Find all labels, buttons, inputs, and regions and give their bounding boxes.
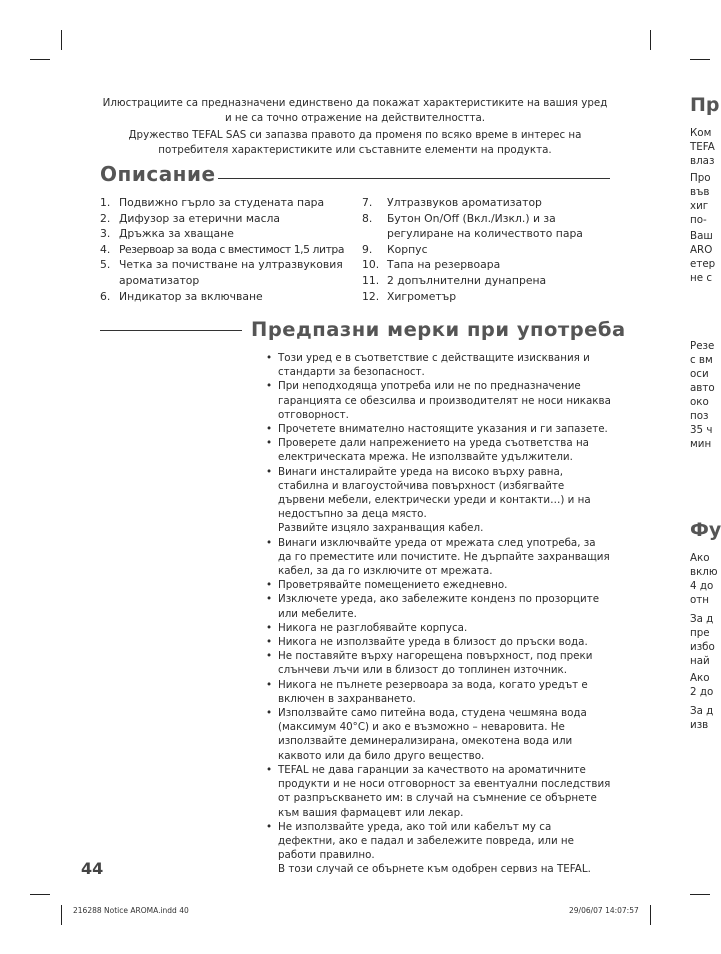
list-item [100, 211, 355, 227]
adjacent-page-line: Резе [690, 340, 715, 352]
list-item [100, 289, 355, 305]
item-number: 3. [100, 227, 111, 241]
adjacent-page-line: Ако [690, 552, 710, 564]
list-item [362, 242, 612, 258]
intro-notice [100, 96, 610, 159]
adjacent-page-line: око [690, 396, 709, 408]
intro-paragraph: Илюстрациите са предназначени единствено да покажат характеристиките на вашия уред и не са точно отражение на действителността. [102, 97, 608, 125]
list-item [100, 242, 355, 258]
adjacent-page-line: отн [690, 594, 710, 606]
item-text: Резервоар за вода с вместимост 1,5 литра [119, 242, 344, 256]
adjacent-page-line: 2 до [690, 686, 714, 698]
item-number: 8. [362, 211, 373, 225]
item-text: Никога не използвайте уреда в близост до пръски вода. [278, 636, 588, 649]
list-item [362, 211, 612, 242]
adjacent-page-line: 4 до [690, 580, 714, 592]
item-number: 12. [362, 289, 380, 303]
adjacent-page-line: авто [690, 382, 715, 394]
item-number: 6. [100, 289, 111, 303]
item-text: Дифузор за етерични масла [119, 211, 281, 225]
item-text: Винаги инсталирайте уреда на високо върху равна, стабилна и влагоустойчива повърхност (избягвайте дървени мебели, електрически уреди и контакти…) и на недостъпно за деца място. [278, 465, 591, 521]
crop-mark [30, 894, 50, 895]
adjacent-page-line: по- [690, 214, 707, 226]
item-text: TEFAL не дава гаранции за качеството на ароматичните продукти и не носи отговорност за евентуални последствия от разпръскването им: в случай на съмнение се обърнете към вашия фармацевт или лекар. [278, 763, 611, 819]
item-text: Корпус [387, 242, 428, 256]
description-list-left [100, 195, 355, 304]
adjacent-page-line: За д [690, 613, 714, 625]
adjacent-page-line: 35 ч [690, 424, 713, 436]
list-item [266, 820, 611, 877]
item-text: Никога не пълнете резервоара за вода, когато уредът е включен в захранването. [278, 678, 588, 705]
list-item [266, 592, 611, 620]
item-text: При неподходяща употреба или не по предназначение гаранцията се обезсилва и производителят не носи никаква отговорност. [278, 380, 611, 421]
heading-rule [100, 330, 242, 331]
footer-file-info: 216288 Notice AROMA.indd 40 [73, 906, 189, 915]
adjacent-page-heading: Фу [690, 519, 721, 541]
adjacent-page-line: изв [690, 719, 709, 731]
adjacent-page-line: Ако [690, 672, 710, 684]
adjacent-page-line: Про [690, 172, 711, 184]
list-item [266, 379, 611, 422]
list-item [266, 465, 611, 536]
adjacent-page-line: За д [690, 705, 714, 717]
item-text: Изключете уреда, ако забележите конденз по прозорците или мебелите. [278, 593, 600, 620]
adjacent-page-line: не с [690, 272, 713, 284]
list-item [266, 422, 611, 436]
item-text: Проверете дали напрежението на уреда съответства на електрическата мрежа. Не използвайте удължители. [278, 437, 589, 464]
adjacent-page-line: поз [690, 410, 709, 422]
item-text: Четка за почистване на ултразвуковия ароматизатор [119, 258, 343, 287]
list-item [100, 226, 355, 242]
list-item [362, 289, 612, 305]
intro-paragraph: Дружество TEFAL SAS си запазва правото да променя по всяко време в интерес на потребителя характеристиките или съставните елементи на продукта. [128, 128, 582, 156]
item-text: Хигрометър [387, 289, 457, 303]
crop-mark [61, 30, 62, 50]
adjacent-page-line: избо [690, 641, 715, 653]
footer-timestamp: 29/06/07 14:07:57 [569, 906, 639, 915]
heading-rule [218, 178, 610, 179]
list-item [266, 536, 611, 579]
item-text: Не поставяйте върху нагорещена повърхност, под преки слънчеви лъчи или в близост до топлинен източник. [278, 650, 593, 677]
item-number: 10. [362, 258, 380, 272]
description-list-right [362, 195, 612, 304]
list-item [100, 195, 355, 211]
item-text: Проветрявайте помещението ежедневно. [278, 579, 508, 592]
list-item [266, 436, 611, 464]
item-continuation: Развийте изцяло захранващия кабел. [278, 522, 484, 535]
list-item [266, 578, 611, 592]
adjacent-page-line: мин [690, 438, 712, 450]
adjacent-page-line: пре [690, 627, 710, 639]
crop-mark [650, 30, 651, 50]
item-continuation: В този случай се обърнете към одобрен сервиз на TEFAL. [278, 863, 591, 876]
item-text: Бутон On/Off (Вкл./Изкл.) и за регулиране на количеството пара [387, 211, 583, 241]
adjacent-page-line: най [690, 655, 710, 667]
adjacent-page-line: вклю [690, 566, 718, 578]
item-number: 1. [100, 196, 111, 209]
list-item [266, 706, 611, 763]
item-text: Прочетете внимателно настоящите указания и ги запазете. [278, 423, 608, 436]
item-number: 11. [362, 273, 380, 287]
adjacent-page-line: оси [690, 368, 709, 380]
adjacent-page-strip [688, 0, 721, 954]
item-text: Индикатор за включване [119, 289, 263, 303]
item-text: Не използвайте уреда, ако той или кабелът му са дефектни, ако е падал и забележите повреда, или не работи правилно. [278, 820, 574, 862]
list-item [100, 257, 355, 288]
crop-mark [30, 59, 50, 60]
adjacent-page-line: с вм [690, 354, 713, 366]
item-text: Ултразвуков ароматизатор [387, 196, 542, 209]
item-text: 2 допълнителни дунапрена [387, 273, 547, 287]
item-text: Този уред е в съответствие с действащите изисквания и стандарти за безопасност. [278, 352, 590, 379]
item-number: 4. [100, 242, 111, 256]
item-number: 9. [362, 242, 373, 256]
adjacent-page-line: етер [690, 258, 716, 270]
item-number: 7. [362, 196, 373, 209]
item-text: Тапа на резервоара [387, 258, 501, 272]
page-number: 44 [81, 859, 104, 878]
safety-list [266, 351, 611, 877]
item-number: 5. [100, 258, 111, 272]
list-item [266, 649, 611, 677]
crop-mark [61, 905, 62, 925]
item-text: Използвайте само питейна вода, студена чешмяна вода (максимум 40°С) и ако е възможно – неваровита. Не използвайте деминерализирана, омекотена вода или каквото или да било друго вещество. [278, 707, 587, 762]
item-text: Подвижно гърло за студената пара [119, 196, 325, 209]
adjacent-page-line: TEFA [690, 141, 715, 153]
description-heading: Описание [100, 162, 216, 186]
safety-heading: Предпазни мерки при употреба [251, 318, 626, 341]
list-item [266, 351, 611, 379]
list-item [266, 763, 611, 820]
adjacent-page-line: Ком [690, 127, 712, 139]
list-item [362, 195, 612, 211]
item-number: 2. [100, 211, 111, 225]
crop-mark [650, 905, 651, 925]
adjacent-page-line: хиг [690, 200, 709, 212]
adjacent-page-line: влаз [690, 155, 715, 167]
adjacent-page-heading: Пр [690, 94, 720, 116]
item-text: Дръжка за хващане [119, 227, 234, 241]
list-item [266, 621, 611, 635]
list-item [362, 273, 612, 289]
item-text: Винаги изключвайте уреда от мрежата след употреба, за да го преместите или почистите. Не дърпайте захранващия кабел, за да го изключите от мрежата. [278, 536, 610, 578]
list-item [266, 635, 611, 649]
adjacent-page-line: във [690, 186, 710, 198]
adjacent-page-line: ARO [690, 244, 713, 256]
list-item [362, 257, 612, 273]
list-item [266, 678, 611, 706]
item-text: Никога не разглобявайте корпуса. [278, 621, 468, 634]
adjacent-page-line: Ваш [690, 230, 713, 242]
